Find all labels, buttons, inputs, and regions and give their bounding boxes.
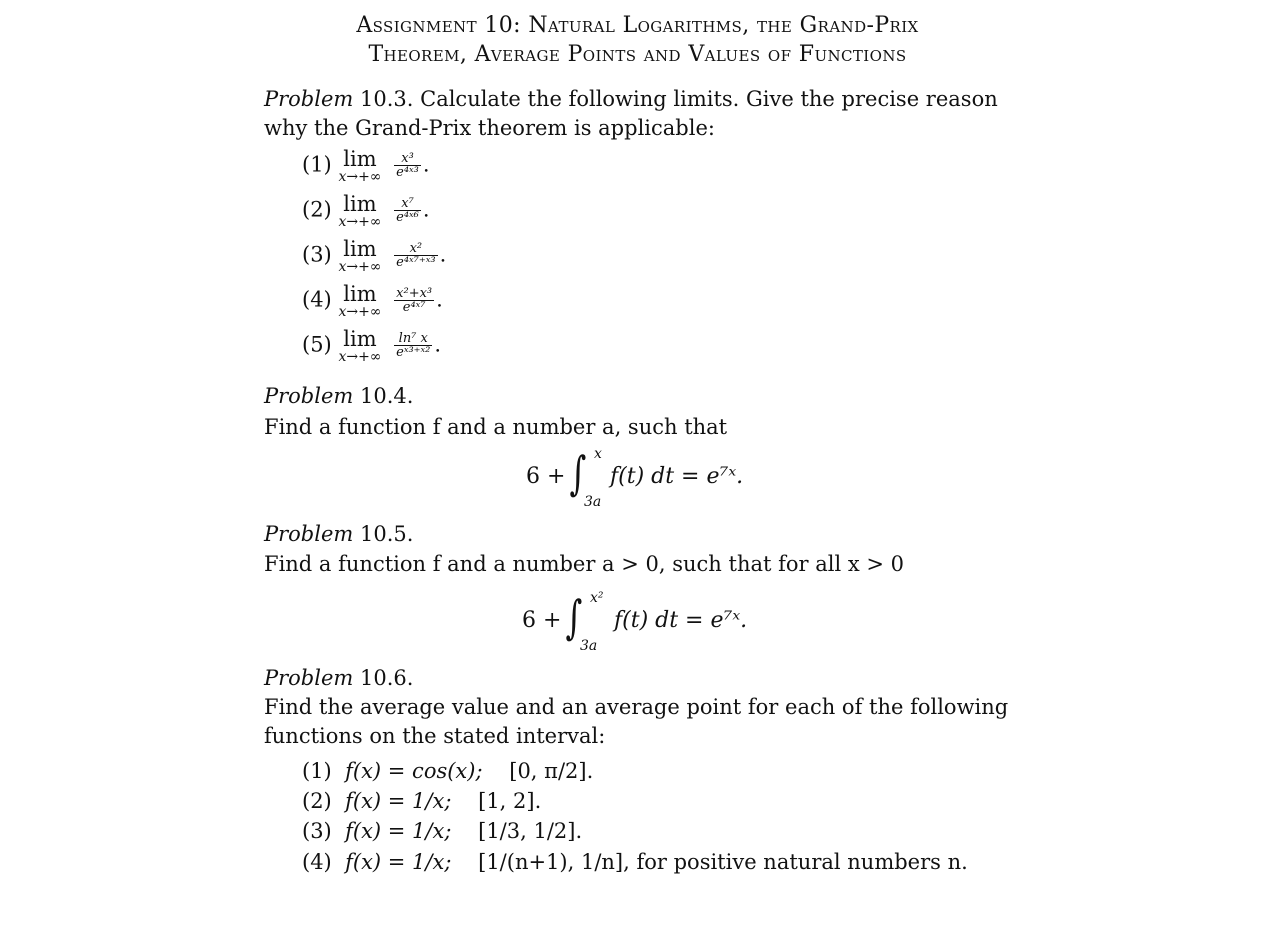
limit-fraction: $\frac{\text{x²}}{\text{e⁴ˣ⁷⁺ˣ³}}$ <box>396 240 436 271</box>
problem-10-3-heading <box>264 85 998 113</box>
integral-upper-limit: x² <box>590 590 604 606</box>
title-line-1: Assignment 10: Natural Logarithms, the Grand-Prix <box>356 13 919 38</box>
limit-operator: lim x→+∞ <box>338 192 382 230</box>
problem-10-6-heading <box>264 664 413 692</box>
item-label: (3) <box>302 819 332 843</box>
item-label: (4) <box>302 850 332 874</box>
limit-operator: lim x→+∞ <box>338 147 382 185</box>
limit-fraction: $\frac{\text{x³}}{\text{e⁴ˣ³}}$ <box>396 150 419 181</box>
limit-item-1: (1) lim x→+∞ $\frac{\text{x³}}{\text{e⁴ˣ³}}$ . <box>302 147 430 185</box>
limit-item-3: (3) lim x→+∞ $\frac{\text{x²}}{\text{e⁴ˣ⁷⁺ˣ³}}$ . <box>302 237 447 275</box>
problem-label: Problem <box>264 87 354 111</box>
limit-fraction: $\frac{\text{x²+x³}}{\text{e⁴ˣ⁷}}$ <box>396 285 433 316</box>
problem-number: 10.5. <box>360 522 414 546</box>
problem-label: Problem <box>264 522 354 546</box>
function-expression: f(x) = 1/x; <box>345 819 452 843</box>
integral-lower-limit: 3a <box>584 494 602 510</box>
interval: [1, 2]. <box>478 789 542 813</box>
integral-sign: ∫ <box>565 590 583 644</box>
integrand: f(t) dt = e⁷ˣ. <box>614 608 748 633</box>
item-label: (2) <box>302 789 332 813</box>
problem-text: Calculate the following limits. Give the precise reason <box>420 87 998 111</box>
problem-label: Problem <box>264 384 354 408</box>
problem-10-4-text: Find a function f and a number a, such that <box>264 415 728 439</box>
integral-lower-limit: 3a <box>580 638 598 654</box>
limit-fraction: $\frac{\text{x⁷}}{\text{e⁴ˣ⁶}}$ <box>396 195 419 226</box>
problem-10-3-text-2: why the Grand-Prix theorem is applicable: <box>264 116 715 140</box>
interval: [0, π/2]. <box>509 759 594 783</box>
item-label: (1) <box>302 759 332 783</box>
integral-equation-10-4 <box>526 446 766 512</box>
equation-left: 6 + <box>522 608 562 633</box>
function-item-3 <box>302 817 582 845</box>
problem-number: 10.3. <box>360 87 414 111</box>
limit-item-4: (4) lim x→+∞ $\frac{\text{x²+x³}}{\text{e⁴ˣ⁷}}$ . <box>302 282 443 320</box>
limit-operator: lim x→+∞ <box>338 282 382 320</box>
interval: [1/(n+1), 1/n], for positive natural numbers n. <box>478 850 968 874</box>
item-label: (3) <box>302 242 332 267</box>
function-item-1 <box>302 757 593 785</box>
problem-number: 10.6. <box>360 666 414 690</box>
limit-fraction: $\frac{\text{ln⁷ x}}{\text{eˣ³⁺ˣ²}}$ <box>396 330 431 361</box>
title-line-2: Theorem, Average Points and Values of Functions <box>368 42 907 67</box>
integral-equation-10-5 <box>522 590 772 656</box>
problem-10-5-text: Find a function f and a number a > 0, such that for all x > 0 <box>264 552 905 576</box>
function-expression: f(x) = 1/x; <box>345 789 452 813</box>
problem-label: Problem <box>264 666 354 690</box>
limit-item-2: (2) lim x→+∞ $\frac{\text{x⁷}}{\text{e⁴ˣ⁶}}$ . <box>302 192 430 230</box>
problem-10-5-heading <box>264 520 413 548</box>
function-expression: f(x) = 1/x; <box>345 850 452 874</box>
problem-10-4-heading <box>264 382 413 410</box>
limit-operator: lim x→+∞ <box>338 327 382 365</box>
problem-number: 10.4. <box>360 384 414 408</box>
limit-item-5: (5) lim x→+∞ $\frac{\text{ln⁷ x}}{\text{eˣ³⁺ˣ²}}$ . <box>302 327 442 365</box>
item-label: (4) <box>302 287 332 312</box>
function-expression: f(x) = cos(x); <box>345 759 483 783</box>
problem-10-6-text-2: functions on the stated interval: <box>264 724 606 748</box>
problem-10-6-text-1: Find the average value and an average point for each of the following <box>264 695 1009 719</box>
item-label: (1) <box>302 152 332 177</box>
integral-upper-limit: x <box>594 446 602 462</box>
equation-left: 6 + <box>526 464 566 489</box>
integrand: f(t) dt = e⁷ˣ. <box>610 464 744 489</box>
limit-operator: lim x→+∞ <box>338 237 382 275</box>
function-item-2 <box>302 787 541 815</box>
item-label: (5) <box>302 332 332 357</box>
interval: [1/3, 1/2]. <box>478 819 583 843</box>
item-label: (2) <box>302 197 332 222</box>
integral-sign: ∫ <box>569 446 587 500</box>
function-item-4 <box>302 848 968 876</box>
